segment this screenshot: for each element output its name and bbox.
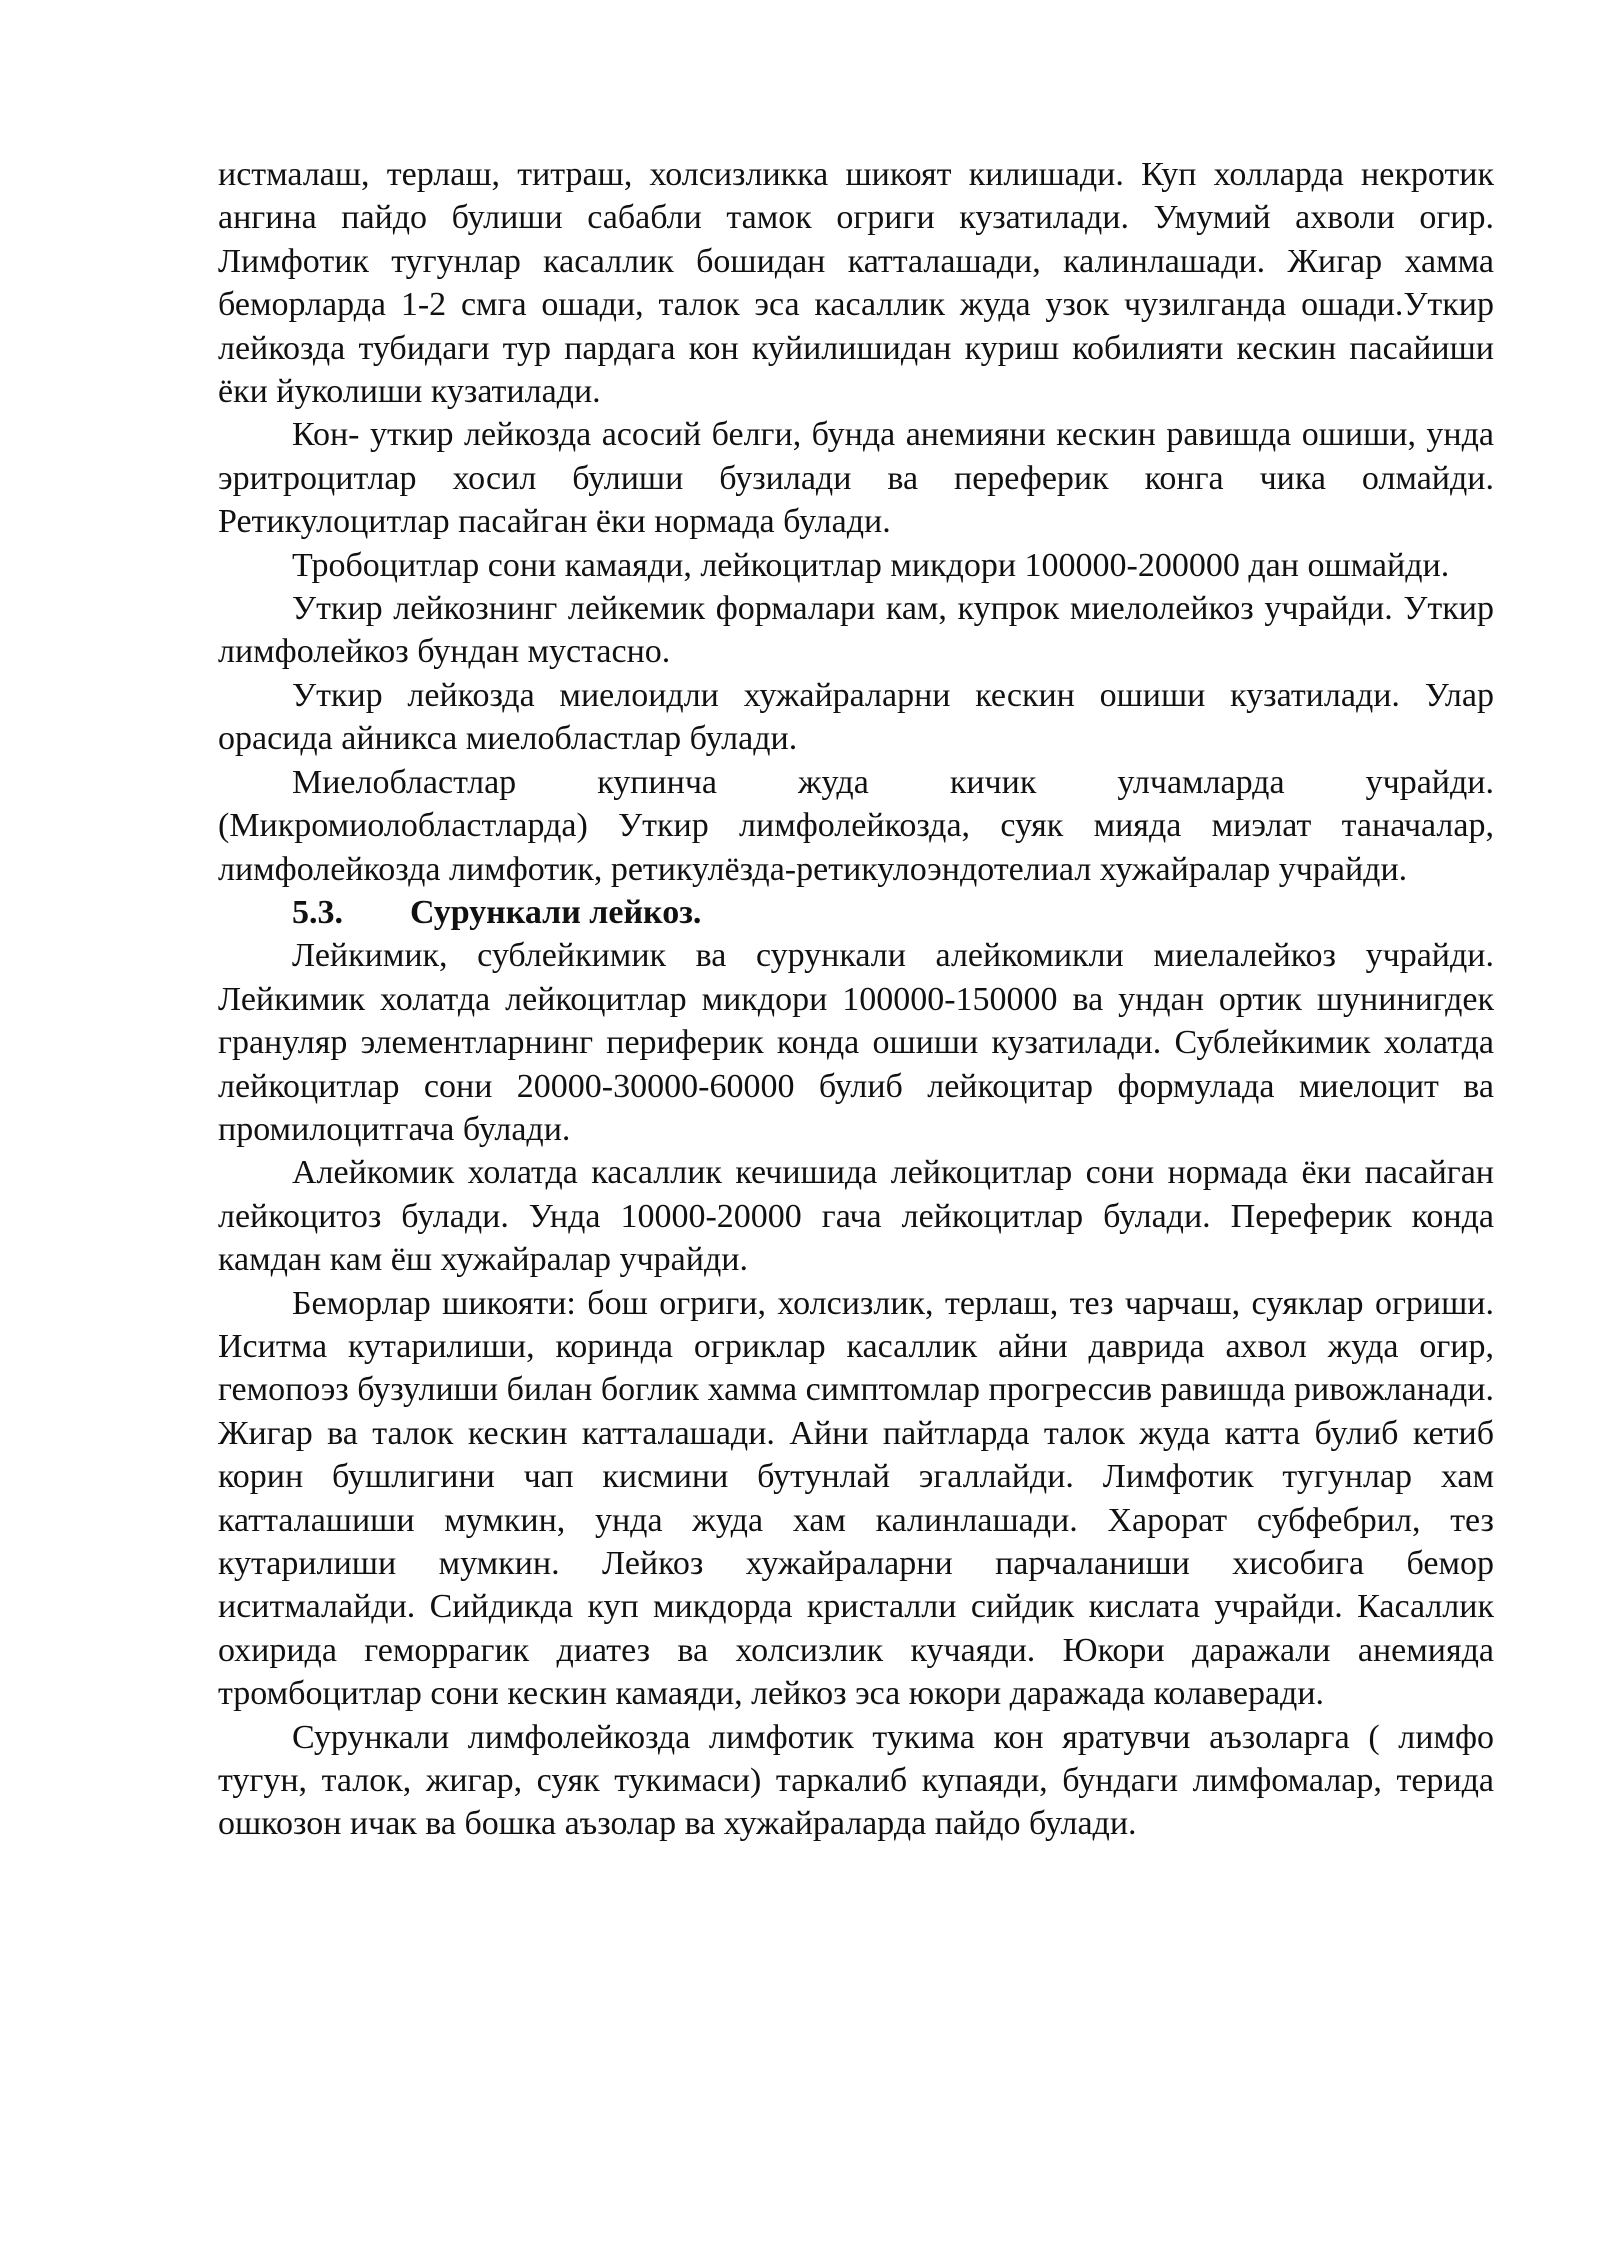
paragraph-myeloid-cells: Уткир лейкозда миелоидли хужайраларни кескин ошиши кузатилади. Улар орасида айникса миелобластлар булади. xyxy=(218,676,1494,758)
paragraph-blood-signs: Кон- уткир лейкозда асосий белги, бунда анемияни кескин равишда ошиши, унда эритроцитлар хосил булиши бузилади ва переферик конга чика олмайди. Ретикулоцитлар пасайган ёки нормада булади. xyxy=(218,416,1494,541)
paragraph-patient-complaints: Беморлар шикояти: бош огриги, холсизлик, терлаш, тез чарчаш, суяклар огриши. Иситма кутарилиши, коринда огриклар касаллик айни даврида ахвол жуда огир, гемопоэз бузулиши билан боглик хамма симптомлар прогрессив равишда ривожланади. Жигар ва талок кескин катталашади. Айни пайтларда талок жуда катта булиб кетиб корин бушлигини чап кисмини бутунлай эгаллайди. Лимфотик тугунлар хам катталашиши мумкин, унда жуда хам калинлашади. Харорат субфебрил, тез кутарилиши мумкин. Лейкоз хужайраларни парчаланиши хисобига бемор иситмалайди. Сийдикда куп микдорда кристалли сийдик кислата учрайди. Касаллик охирида геморрагик диатез ва холсизлик кучаяди. Юкори даражали анемияда тромбоцитлар сони кескин камаяди, лейкоз эса юкори даражада колаверади. xyxy=(218,1284,1494,1713)
section-number: 5.3. xyxy=(292,893,343,931)
section-title: Сурункали лейкоз. xyxy=(410,893,702,931)
section-heading xyxy=(218,891,1494,934)
paragraph-chronic-types: Лейкимик, сублейкимик ва сурункали алейкомикли миелалейкоз учрайди. Лейкимик холатда лейкоцитлар микдори 100000-150000 ва ундан ортик шунинигдек грануляр элементларнинг периферик конда ошиши кузатилади. Сублейкимик холатда лейкоцитлар сони 20000-30000-60000 булиб лейкоцитар формулада миелоцит ва промилоцитгача булади. xyxy=(218,937,1494,1148)
paragraph-aleukemic: Алейкомик холатда касаллик кечишида лейкоцитлар сони нормада ёки пасайган лейкоцитоз булади. Унда 10000-20000 гача лейкоцитлар булади. Переферик конда камдан кам ёш хужайралар учрайди. xyxy=(218,1154,1494,1279)
paragraph-leukemic-forms: Уткир лейкознинг лейкемик формалари кам, купрок миелолейкоз учрайди. Уткир лимфолейкоз бундан мустасно. xyxy=(218,590,1494,671)
paragraph-thrombocytes: Тробоцитлар сони камаяди, лейкоцитлар микдори 100000-200000 дан ошмайди. xyxy=(292,546,1450,584)
paragraph-myeloblasts: Миелобластлар купинча жуда кичик улчамларда учрайди. (Микромиолобластларда) Уткир лимфолейкозда, суяк мияда миэлат таначалар, лимфолейкозда лимфотик, ретикулёзда-ретикулоэндотелиал хужайралар учрайди. xyxy=(218,763,1494,888)
document-page xyxy=(218,153,1494,1846)
paragraph-symptoms-continued: истмалаш, терлаш, титраш, холсизликка шикоят килишади. Куп холларда некротик ангина пайдо булиши сабабли тамок огриги кузатилади. Умумий ахволи огир. Лимфотик тугунлар касаллик бошидан катталашади, калинлашади. Жигар хамма беморларда 1-2 смга ошади, талок эса касаллик жуда узок чузилганда ошади.Уткир лейкозда тубидаги тур пардага кон куйилишидан куриш кобилияти кескин пасайиши ёки йуколиши кузатилади. xyxy=(218,156,1494,411)
paragraph-chronic-lympholeukemia: Сурункали лимфолейкозда лимфотик тукима кон яратувчи аъзоларга ( лимфо тугун, талок, жигар, суяк тукимаси) таркалиб купаяди, бундаги лимфомалар, терида ошкозон ичак ва бошка аъзолар ва хужайраларда пайдо булади. xyxy=(218,1718,1494,1843)
